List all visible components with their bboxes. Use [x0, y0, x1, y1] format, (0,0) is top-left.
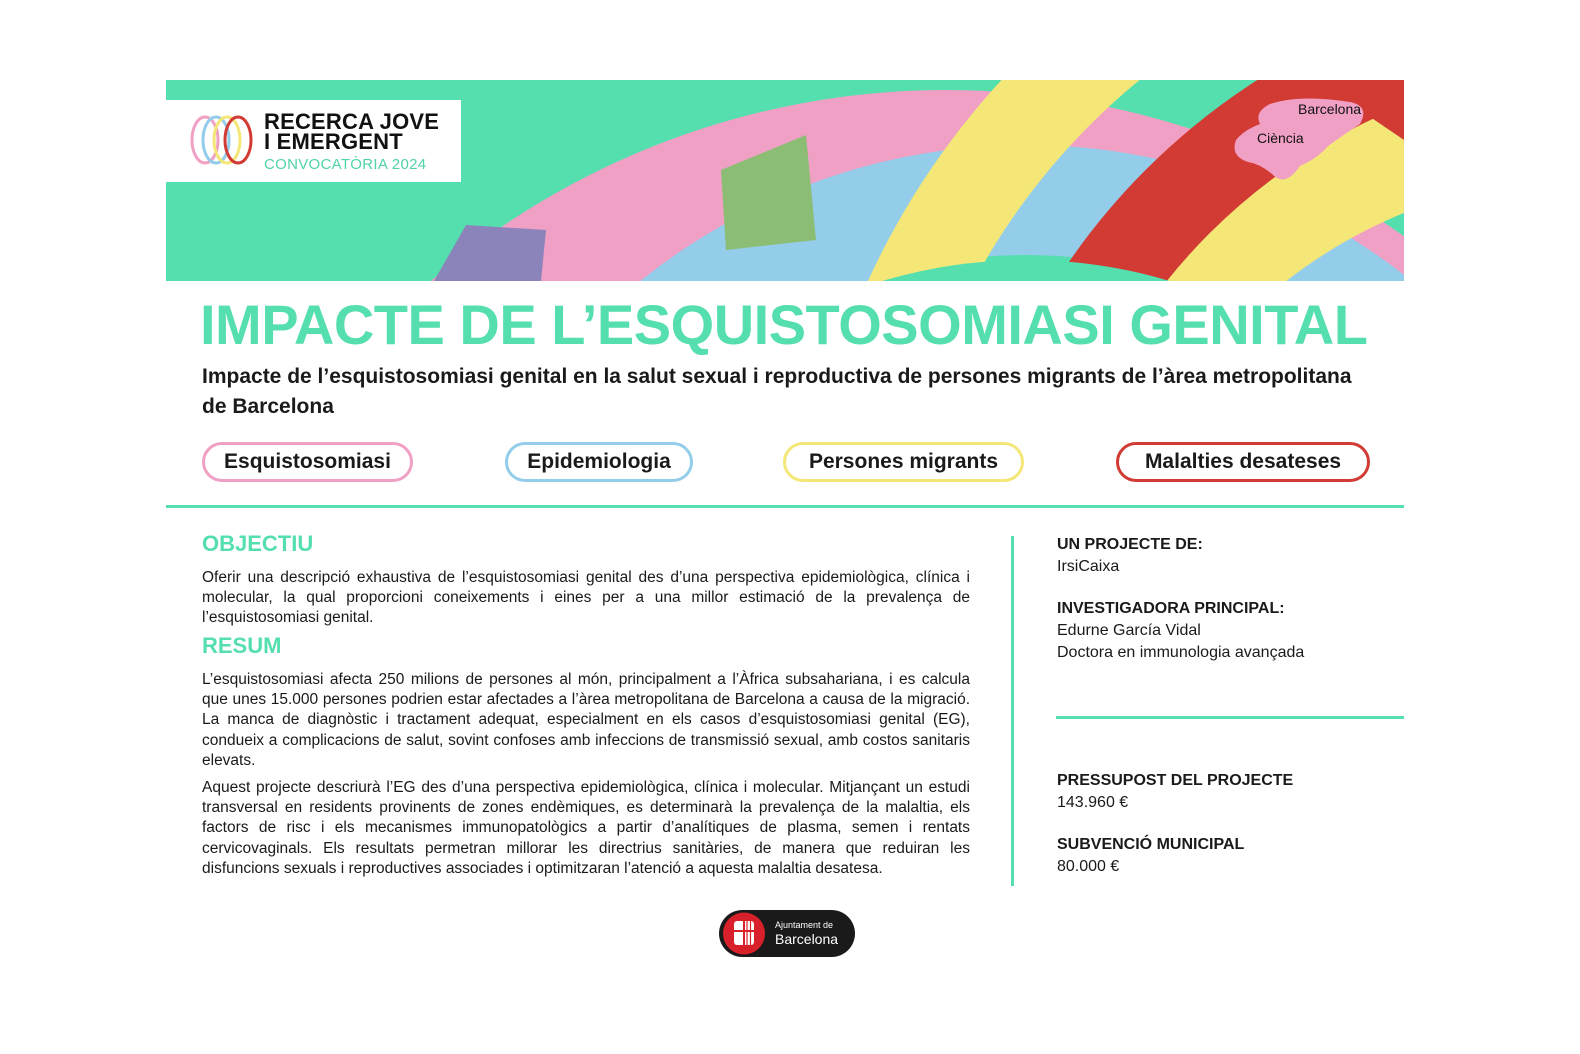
subsidy-value: 80.000 € — [1057, 858, 1120, 875]
page-subtitle: Impacte de l’esquistosomiasi genital en la salut sexual i reproductiva de persones migrants de l’àrea metropolitana de Barcelona — [202, 365, 1352, 418]
resum-heading: RESUM — [202, 633, 282, 658]
logo-line-2: I EMERGENT — [264, 129, 403, 154]
objectiu-heading: OBJECTIU — [202, 531, 314, 556]
ajuntament-barcelona-logo — [719, 910, 855, 957]
objectiu-text: Oferir una descripció exhaustiva de l’esquistosomiasi genital des d’una perspectiva epidemiològica, clínica i molecular, la qual proporcioni coneixements i eines per a una millor estimació de la prevalença de l’esquistosomiasi genital. — [202, 569, 970, 627]
ajuntament-line-2: Barcelona — [775, 931, 839, 947]
project-by-label: UN PROJECTE DE: — [1057, 536, 1203, 553]
recerca-jove-logo — [166, 100, 461, 182]
keyword-pill-esquistosomiasi: Esquistosomiasi — [202, 442, 413, 482]
pi-label: INVESTIGADORA PRINCIPAL: — [1057, 600, 1285, 617]
project-by-value: IrsiCaixa — [1057, 558, 1120, 575]
section-divider — [166, 505, 1404, 508]
header-banner — [166, 80, 1404, 281]
tag-barcelona: Barcelona — [1298, 101, 1362, 117]
ajuntament-line-1: Ajuntament de — [775, 920, 834, 930]
page-title: IMPACTE DE L’ESQUISTOSOMIASI GENITAL — [200, 293, 1368, 356]
sidebar-divider — [1056, 716, 1404, 719]
column-divider — [1011, 536, 1014, 886]
budget-label: PRESSUPOST DEL PROJECTE — [1057, 772, 1294, 789]
resum-paragraph-2: Aquest projecte descriurà l’EG des d’una perspectiva epidemiològica, clínica i molecular. Mitjançant un estudi transversal en residents provinents de zones endèmiques, es determinarà la prevalença de la malaltia, els factors de risc i els mecanismes immunopatològics a partir d’analítiques de plasma, semen i rentats cervicovaginals. Els resultats permetran millorar les directrius sanitàries, de manera que reduiran les disfuncions sexuals i reproductives associades i optimitzaran l’atenció a aquesta malaltia desatesa. — [202, 779, 970, 877]
subsidy-label: SUBVENCIÓ MUNICIPAL — [1057, 836, 1245, 853]
tag-ciencia: Ciència — [1257, 130, 1304, 146]
pi-name: Edurne García Vidal — [1057, 622, 1201, 639]
rings-logo-icon — [188, 106, 260, 174]
keyword-pill-malalties-desateses: Malalties desateses — [1116, 442, 1370, 482]
resum-paragraph-1: L’esquistosomiasi afecta 250 milions de persones al món, principalment a l’Àfrica subsahariana, i es calcula que unes 15.000 persones podrien estar afectades a l’àrea metropolitana de Barcelona a causa de la migració. La manca de diagnòstic i tractament adequat, especialment en els casos d’esquistosomiasi genital (EG), condueix a complicacions de salut, sovint confoses amb infeccions de transmissió sexual, amb costos sanitaris elevats. — [202, 671, 970, 769]
keyword-pill-epidemiologia: Epidemiologia — [505, 442, 693, 482]
coat-of-arms-icon — [721, 912, 767, 955]
logo-line-3: CONVOCATÒRIA 2024 — [264, 156, 427, 173]
logo-line-1: RECERCA JOVE — [264, 109, 440, 134]
pi-role: Doctora en immunologia avançada — [1057, 644, 1305, 661]
keyword-pill-persones-migrants: Persones migrants — [783, 442, 1024, 482]
budget-value: 143.960 € — [1057, 794, 1129, 811]
